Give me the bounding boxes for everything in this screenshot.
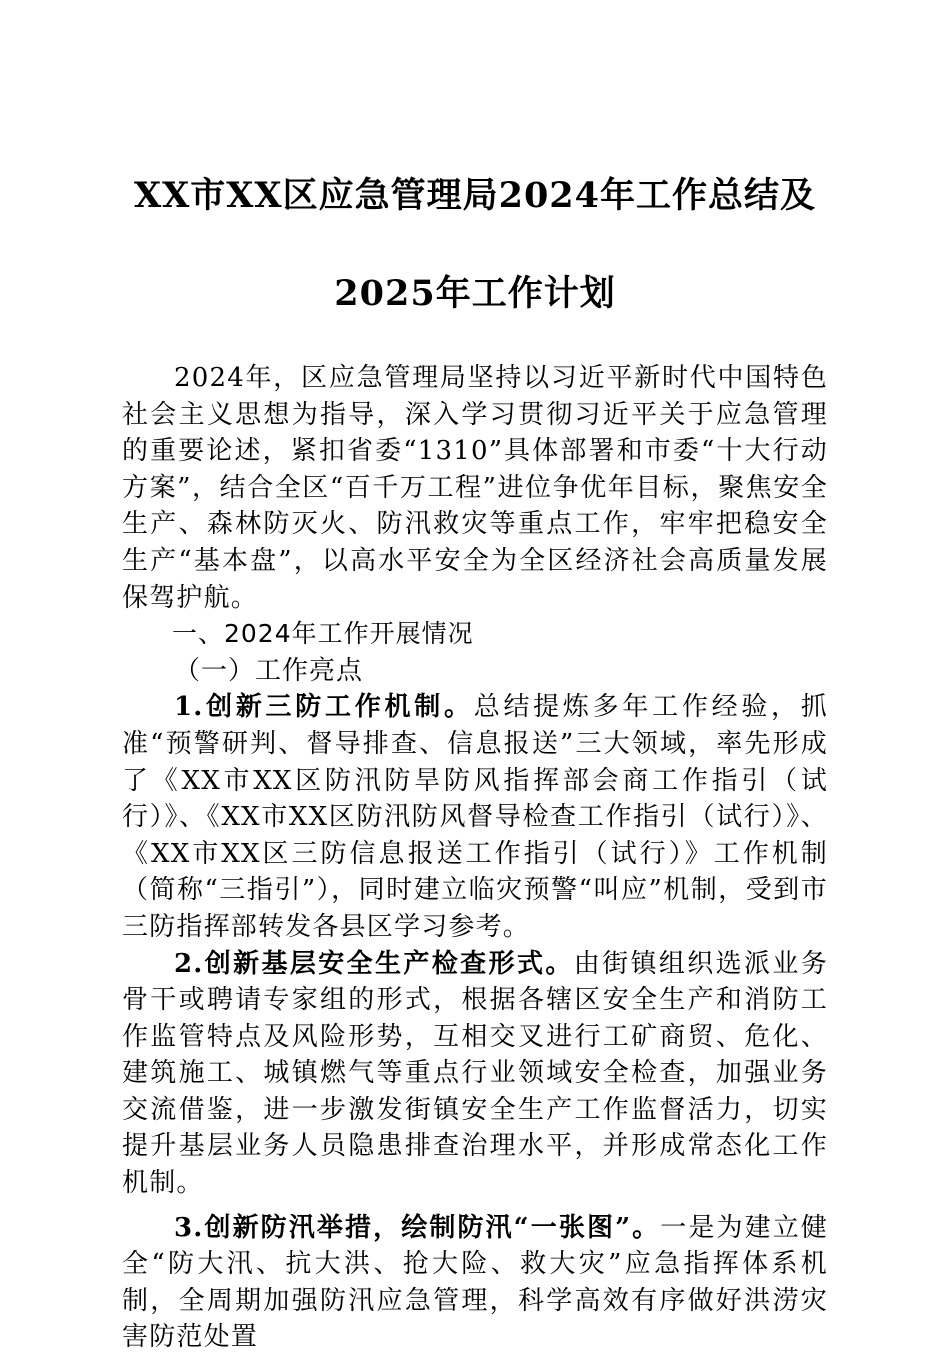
item-2-lead: 2.创新基层安全生产检查形式。	[174, 948, 574, 979]
item-paragraph-1	[122, 689, 828, 945]
item-3-lead: 3.创新防汛举措，绘制防汛“一张图”。	[174, 1212, 661, 1243]
document-body	[122, 360, 828, 1356]
item-1-text: 总结提炼多年工作经验，抓准“预警研判、督导排查、信息报送”三大领域，率先形成了《XX市XX区防汛防旱防风指挥部会商工作指引（试行）》、《XX市XX区防汛防风督导检查工作指引（试行）》、《XX市XX区三防信息报送工作指引（试行）》工作机制（简称“三指引”），同时建立临灾预警“叫应”机制，受到市三防指挥部转发各县区学习参考。	[122, 692, 828, 942]
document-title-line-1: XX市XX区应急管理局2024年工作总结及	[133, 175, 817, 216]
item-paragraph-3	[122, 1210, 828, 1356]
document-title-line-2: 2025年工作计划	[334, 273, 616, 314]
item-2-text: 由街镇组织选派业务骨干或聘请专家组的形式，根据各辖区安全生产和消防工作监管特点及风险形势，互相交叉进行工矿商贸、危化、建筑施工、城镇燃气等重点行业领域安全检查，加强业务交流借鉴，进一步激发街镇安全生产工作监督活力，切实提升基层业务人员隐患排查治理水平，并形成常态化工作机制。	[122, 948, 828, 1199]
item-3-text: 一是为建立健全“防大汛、抗大洪、抢大险、救大灾”应急指挥体系机制，全周期加强防汛应急管理，科学高效有序做好洪涝灾害防范处置	[122, 1212, 829, 1353]
item-1-lead: 1.创新三防工作机制。	[174, 692, 474, 723]
item-paragraph-2	[122, 946, 828, 1202]
subsection-1-heading: （一）工作亮点	[174, 655, 364, 686]
intro-paragraph: 2024年，区应急管理局坚持以习近平新时代中国特色社会主义思想为指导，深入学习贯彻习近平关于应急管理的重要论述，紧扣省委“1310”具体部署和市委“十大行动方案”，结合全区“百千万工程”进位争优年目标，聚焦安全生产、森林防灭火、防汛救灾等重点工作，牢牢把稳安全生产“基本盘”，以高水平安全为全区经济社会高质量发展保驾护航。	[122, 363, 828, 613]
section-1-heading: 一、2024年工作开展情况	[172, 619, 474, 649]
